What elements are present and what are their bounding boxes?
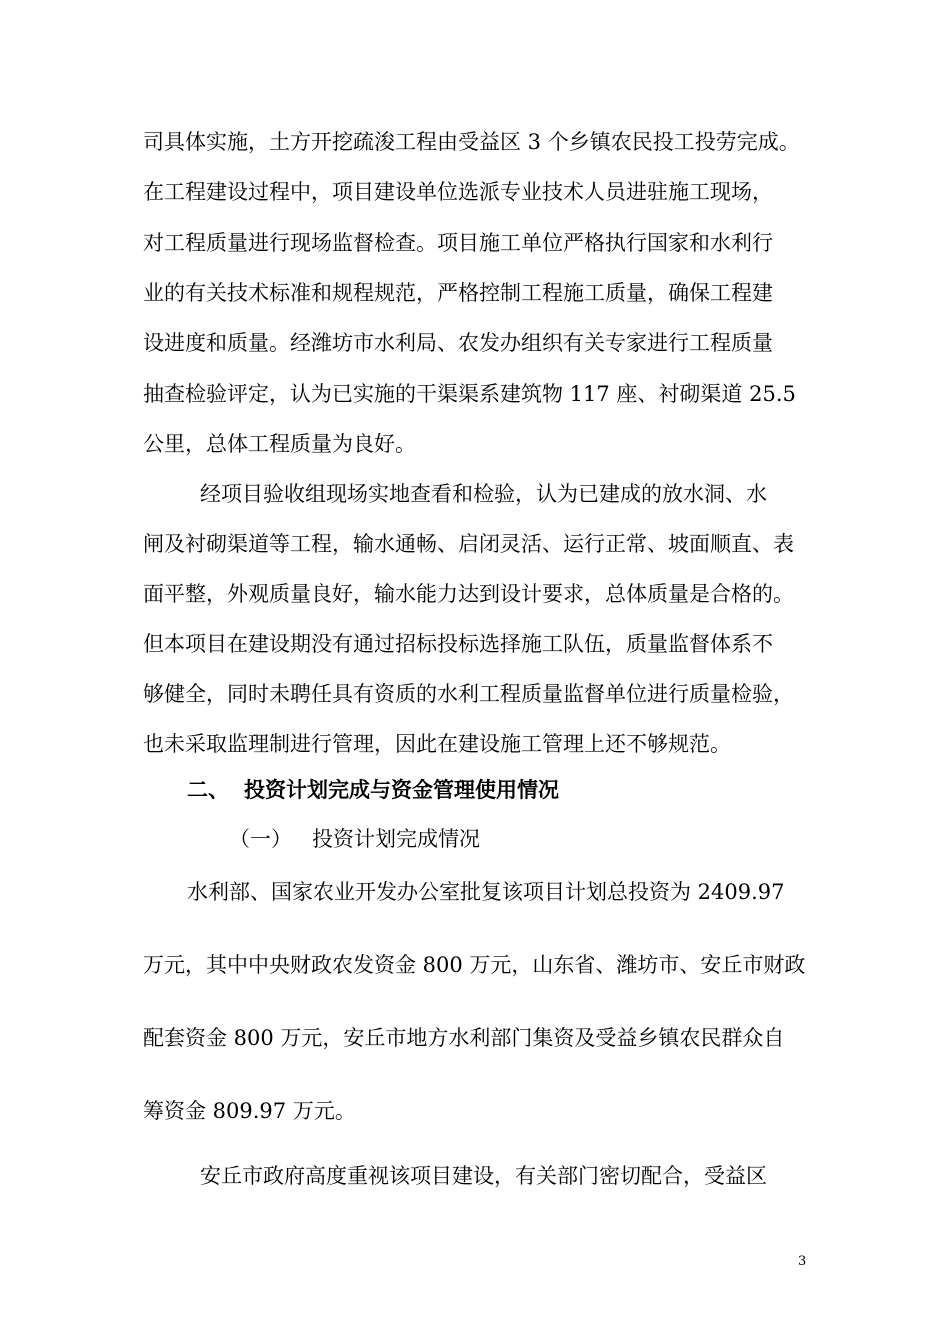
paragraph-3-line-1: 水利部、国家农业开发办公室批复该项目计划总投资为 2409.97 xyxy=(187,880,785,904)
paragraph-1-line-2: 在工程建设过程中，项目建设单位选派专业技术人员进驻施工现场， xyxy=(143,180,773,204)
paragraph-2-line-4: 但本项目在建设期没有通过招标投标选择施工队伍，质量监督体系不 xyxy=(143,632,773,656)
paragraph-1-line-6: 抽查检验评定，认为已实施的干渠渠系建筑物 117 座、衬砌渠道 25.5 xyxy=(143,382,796,406)
paragraph-2-line-1: 经项目验收组现场实地查看和检验，认为已建成的放水洞、水 xyxy=(200,482,767,506)
paragraph-1-line-5: 设进度和质量。经潍坊市水利局、农发办组织有关专家进行工程质量 xyxy=(143,331,773,355)
subsection-heading-title: 投资计划完成情况 xyxy=(312,827,480,851)
paragraph-1-line-7: 公里，总体工程质量为良好。 xyxy=(143,432,416,456)
paragraph-3-line-2: 万元，其中中央财政农发资金 800 万元，山东省、潍坊市、安丘市财政 xyxy=(143,953,806,977)
page-number: 3 xyxy=(798,1254,807,1269)
paragraph-2-line-3: 面平整，外观质量良好，输水能力达到设计要求，总体质量是合格的。 xyxy=(143,582,794,606)
paragraph-1-line-4: 业的有关技术标准和规程规范，严格控制工程施工质量，确保工程建 xyxy=(143,281,773,305)
subsection-heading-number: （一） xyxy=(229,827,292,851)
paragraph-3-line-3: 配套资金 800 万元，安丘市地方水利部门集资及受益乡镇农民群众自 xyxy=(143,1026,785,1050)
paragraph-2-line-5: 够健全，同时未聘任具有资质的水利工程质量监督单位进行质量检验， xyxy=(143,682,794,706)
paragraph-1-line-1: 司具体实施，土方开挖疏浚工程由受益区 3 个乡镇农民投工投劳完成。 xyxy=(143,130,800,154)
paragraph-2-line-2: 闸及衬砌渠道等工程，输水通畅、启闭灵活、运行正常、坡面顺直、表 xyxy=(143,532,794,556)
paragraph-2-line-6: 也未采取监理制进行管理，因此在建设施工管理上还不够规范。 xyxy=(143,732,731,756)
paragraph-4-line-1: 安丘市政府高度重视该项目建设，有关部门密切配合，受益区 xyxy=(200,1164,767,1188)
section-heading-title: 投资计划完成与资金管理使用情况 xyxy=(244,777,559,802)
paragraph-3-line-4: 筹资金 809.97 万元。 xyxy=(143,1099,356,1123)
section-heading-number: 二、 xyxy=(187,777,229,802)
paragraph-1-line-3: 对工程质量进行现场监督检查。项目施工单位严格执行国家和水利行 xyxy=(143,231,773,255)
